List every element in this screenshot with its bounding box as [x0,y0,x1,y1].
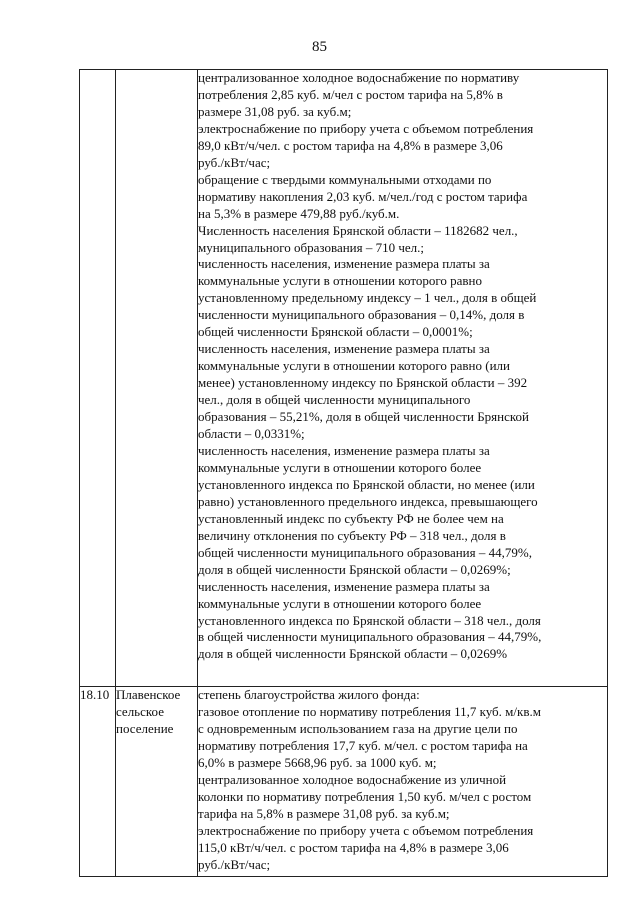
description-line: 115,0 кВт/ч/чел. с ростом тарифа на 4,8% в размере 3,06 [198,839,509,855]
description-line: величину отклонения по субъекту РФ – 318 чел., доля в [198,527,506,543]
description-line: установленному предельному индексу – 1 чел., доля в общей [198,290,537,306]
description-line: руб./кВт/час; [198,154,271,170]
description-line: 6,0% в размере 5668,96 руб. за 1000 куб. м; [198,754,437,770]
description-line: потребления 2,85 куб. м/чел с ростом тарифа на 5,8% в [198,86,503,102]
description-line: установленный индекс по субъекту РФ не более чем на [198,510,504,526]
page-number: 85 [312,39,327,55]
description-line: менее) установленному индексу по Брянской области – 392 [198,375,528,391]
description-line: коммунальные услуги в отношении которого более [198,595,482,611]
description-line: Численность населения Брянской области – 1182682 чел., [198,222,518,238]
description-line: централизованное холодное водоснабжение по нормативу [198,70,520,85]
description-line: доля в общей численности Брянской области – 0,0269% [198,646,508,662]
description-line: колонки по нормативу потребления 1,50 куб. м/чел с ростом [198,788,532,804]
description-line: области – 0,0331%; [198,426,305,442]
description-line: численность населения, изменение размера платы за [198,442,490,458]
description-line: 89,0 кВт/ч/чел. с ростом тарифа на 4,8% в размере 3,06 [198,137,503,153]
description-line: обращение с твердыми коммунальными отходами по [198,171,492,187]
description-line: нормативу накопления 2,03 куб. м/чел./год с ростом тарифа [198,188,528,204]
description-line: образования – 55,21%, доля в общей численности Брянской [198,409,530,425]
description-line: численности муниципального образования – 0,14%, доля в [198,307,525,323]
table-row [80,687,608,877]
description-line: тарифа на 5,8% в размере 31,08 руб. за куб.м; [198,805,450,821]
settlement-name-line: сельское [116,703,164,719]
description-line: численность населения, изменение размера платы за [198,578,490,594]
description-line: численность населения, изменение размера платы за [198,341,490,357]
description-line: газовое отопление по нормативу потребления 11,7 куб. м/кв.м [198,703,541,719]
description-line: численность населения, изменение размера платы за [198,256,490,272]
settlement-name-cell [116,687,198,877]
description-line: доля в общей численности Брянской области – 0,0269%; [198,561,511,577]
description-line: коммунальные услуги в отношении которого равно [198,273,483,289]
table-row [80,70,608,687]
row-number: 18.10 [80,687,110,702]
row-number-cell [80,70,116,687]
description-line: нормативу потребления 17,7 куб. м/чел. с ростом тарифа на [198,737,528,753]
description-line: общей численности муниципального образования – 44,79%, [198,544,532,560]
row-number-cell [80,687,116,877]
description-line: коммунальные услуги в отношении которого равно (или [198,358,510,374]
description-line: размере 31,08 руб. за куб.м; [198,103,352,119]
description-line: степень благоустройства жилого фонда: [198,687,420,702]
description-line: на 5,3% в размере 479,88 руб./куб.м. [198,205,400,221]
document-table [79,69,608,877]
description-line: руб./кВт/час; [198,856,271,872]
description-line: электроснабжение по прибору учета с объемом потребления [198,822,534,838]
description-line: чел., доля в общей численности муниципального [198,392,471,408]
description-line: общей численности Брянской области – 0,0001%; [198,324,473,340]
description-line: муниципального образования – 710 чел.; [198,239,425,255]
description-line: равно) установленного предельного индекса, превышающего [198,493,538,509]
settlement-name-cell [116,70,198,687]
settlement-name-line: Плавенское [116,687,181,702]
description-line: в общей численности муниципального образования – 44,79%, [198,629,542,645]
description-line: установленного индекса по Брянской области, но менее (или [198,476,535,492]
description-line: с одновременным использованием газа на другие цели по [198,720,518,736]
settlement-name-line: поселение [116,720,174,736]
description-cell [198,687,608,877]
description-line: установленного индекса по Брянской области – 318 чел., доля [198,612,541,628]
description-cell [198,70,608,687]
description-line: электроснабжение по прибору учета с объемом потребления [198,120,534,136]
description-line: централизованное холодное водоснабжение из уличной [198,771,507,787]
description-line: коммунальные услуги в отношении которого более [198,459,482,475]
